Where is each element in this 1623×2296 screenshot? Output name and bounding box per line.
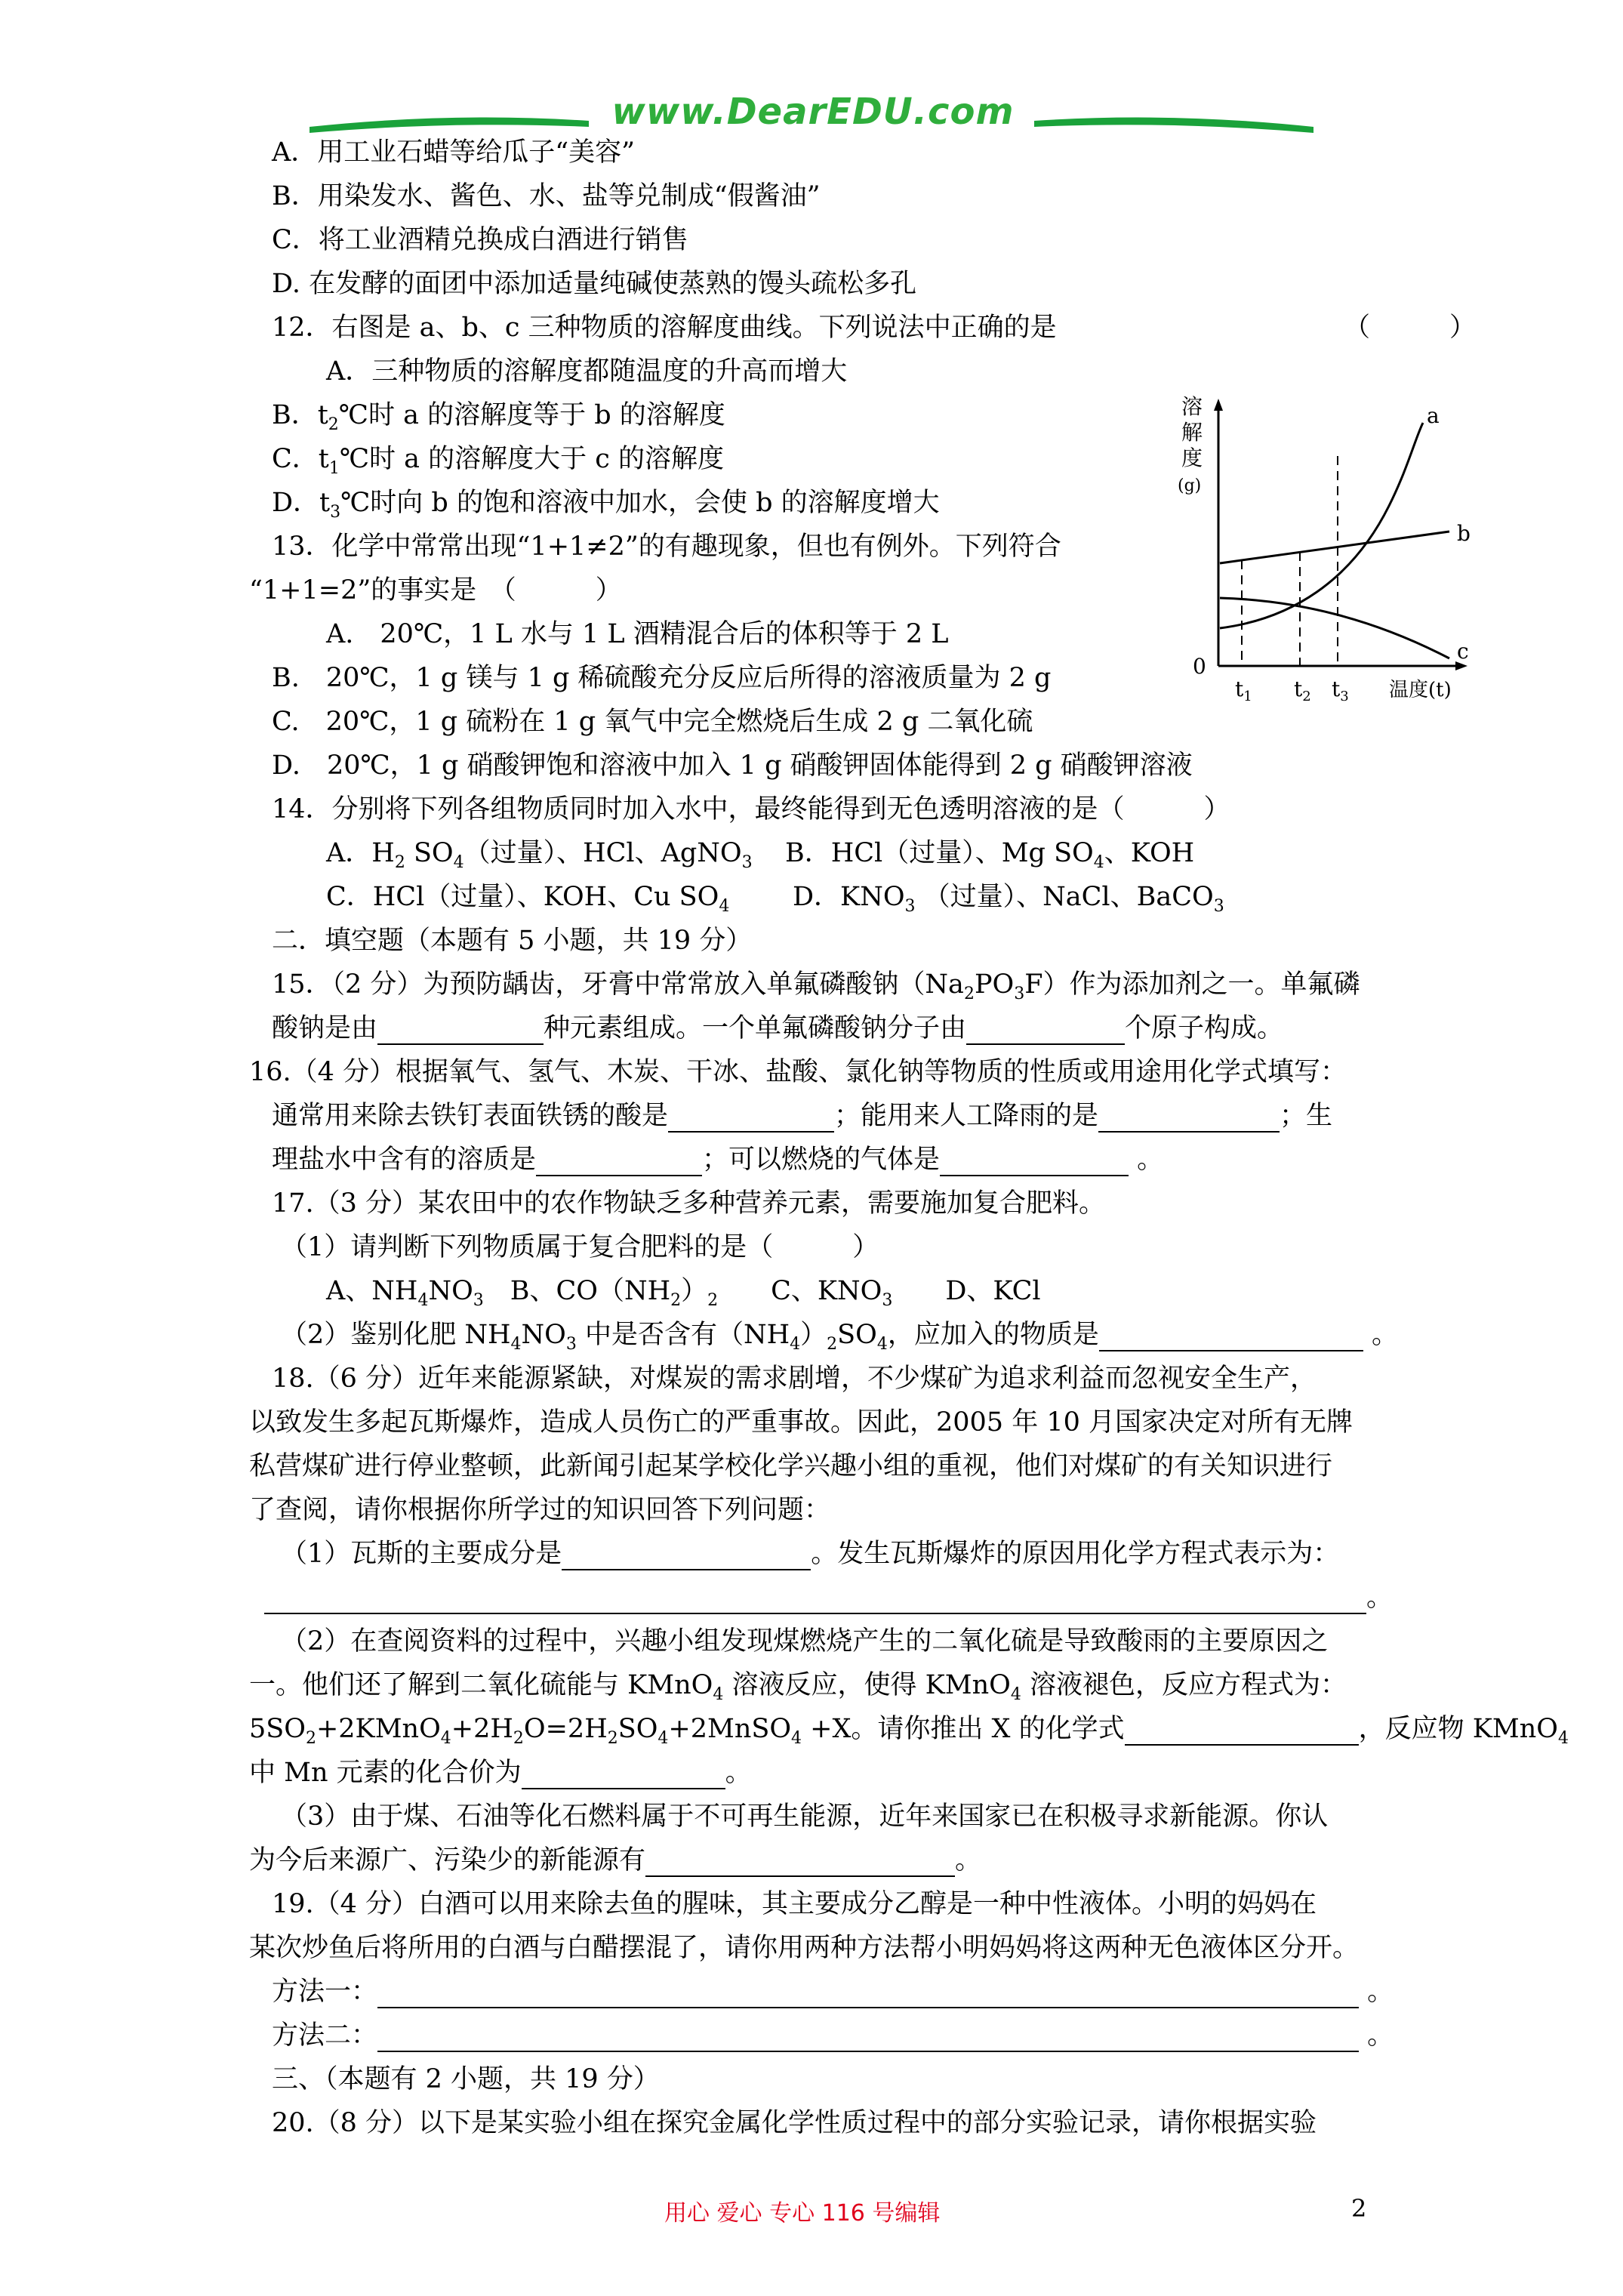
section-2-heading: 二．填空题（本题有 5 小题，共 19 分） [272, 926, 753, 956]
q12-option-d: D．$t_3℃$时向 b 的饱和溶液中加水，会使 b 的溶解度增大 [272, 488, 940, 522]
q15-stem: 15．（2 分）为预防龋齿，牙膏中常常放入单氟磷酸钠$(Na_2PO_3F)$作为添加剂之一。单氟磷 [272, 969, 1360, 1003]
curve-b [1220, 532, 1449, 563]
q13-option-b: B. 20℃，1 g 镁与 1 g 稀硫酸充分反应后所得的溶液质量为 2 g [272, 663, 1052, 693]
origin-label: 0 [1193, 654, 1206, 679]
page-number: 2 [1351, 2194, 1367, 2223]
x-axis-label: 温度(t) [1389, 679, 1452, 701]
answer-blank[interactable] [966, 1016, 1125, 1045]
label-b: b [1457, 521, 1471, 546]
answer-blank[interactable] [377, 1980, 1359, 2008]
answer-blank[interactable] [940, 1148, 1129, 1176]
curve-a [1220, 423, 1423, 628]
q14-option-d: D．$KNO_3$ （过量）、NaCl、BaCO$_3$ [793, 882, 1224, 916]
q13-option-d: D. 20℃，1 g 硝酸钾饱和溶液中加入 1 g 硝酸钾固体能得到 2 g 硝酸钾溶液 [272, 750, 1193, 781]
answer-blank[interactable] [1098, 1104, 1280, 1133]
option-d: D. 在发酵的面团中添加适量纯碱使蒸熟的馒头疏松多孔 [272, 269, 917, 299]
q12-option-c: C．$t_1℃$时 a 的溶解度大于 c 的溶解度 [272, 444, 724, 478]
site-logo[interactable]: www.DearEDU.com [611, 91, 1015, 133]
answer-blank[interactable] [668, 1104, 834, 1133]
answer-blank[interactable] [377, 1016, 544, 1045]
answer-blank[interactable] [1125, 1717, 1359, 1746]
q17-part-1: （1）请判断下列物质属于复合肥料的是（ ） [281, 1232, 879, 1262]
q18-part-1: （1）瓦斯的主要成分是 。发生瓦斯爆炸的原因用化学方程式表示为： [281, 1539, 1340, 1569]
q18-stem-3: 私营煤矿进行停业整顿，此新闻引起某学校化学兴趣小组的重视，他们对煤矿的有关知识进行 [249, 1451, 1333, 1481]
q16-blanks-1: 通常用来除去铁钉表面铁锈的酸是 ；能用来人工降雨的是 ；生 [272, 1101, 1333, 1131]
q16-blanks-2: 理盐水中含有的溶质是 ；可以燃烧的气体是 。 [272, 1145, 1164, 1175]
q18-stem-2: 以致发生多起瓦斯爆炸，造成人员伤亡的严重事故。因此，2005 年 10 月国家决定对所有无牌 [249, 1407, 1353, 1438]
tick-t1: $t_1$ [1235, 676, 1252, 704]
answer-blank[interactable] [536, 1148, 702, 1176]
q18-part-1-equation: 。 [264, 1581, 1393, 1614]
y-axis-arrow [1214, 399, 1223, 411]
q14-stem: 14．分别将下列各组物质同时加入水中，最终能得到无色透明溶液的是（ ） [272, 794, 1230, 824]
q13-option-a: A. 20℃，1 L 水与 1 L 酒精混合后的体积等于 2 L [326, 619, 949, 649]
answer-blank[interactable] [522, 1761, 725, 1789]
answer-blank[interactable] [264, 1586, 1366, 1614]
section-3-heading: 三、（本题有 2 小题，共 19 分） [272, 2064, 660, 2094]
q19-stem-2: 某次炒鱼后将所用的白酒与白醋摆混了，请你用两种方法帮小明妈妈将这两种无色液体区分开。 [249, 1933, 1360, 1963]
q12-option-b: B．$t_2℃$时 a 的溶解度等于 b 的溶解度 [272, 400, 725, 434]
solubility-curve-figure [1163, 393, 1480, 710]
q17-part-2: （2）鉴别化肥 $NH_4NO_3$ 中是否含有$(NH_4)_2SO_4$，应加入的物质是 。 [281, 1320, 1399, 1354]
q18-part-2: （2）在查阅资料的过程中，兴趣小组发现煤燃烧产生的二氧化硫是导致酸雨的主要原因之 [281, 1626, 1329, 1657]
q16-stem: 16.（4 分）根据氧气、氢气、木炭、干冰、盐酸、氯化钠等物质的性质或用途用化学式填写： [249, 1057, 1347, 1087]
answer-blank[interactable] [1099, 1323, 1363, 1351]
q12-answer-paren: （ ） [1344, 313, 1477, 343]
q19-stem: 19.（4 分）白酒可以用来除去鱼的腥味，其主要成分乙醇是一种中性液体。小明的妈妈在 [272, 1889, 1317, 1919]
q18-part-2-equation: $5SO_2+2KMnO_4+2H_2O=2H_2SO_4+2MnSO_4 +X$。请你推出 X 的化学式 ，反应物 KMnO$_4$ [249, 1714, 1569, 1748]
q17-stem: 17.（3 分）某农田中的农作物缺乏多种营养元素，需要施加复合肥料。 [272, 1188, 1106, 1219]
q14-option-c: C．HCl（过量）、KOH、Cu $SO_4$ [326, 882, 730, 916]
q18-part-2-valence: 中 Mn 元素的化合价为 。 [249, 1758, 752, 1788]
q15-blanks: 酸钠是由 种元素组成。一个单氟磷酸钠分子由 个原子构成。 [272, 1013, 1284, 1043]
q12-stem: 12．右图是 a、b、c 三种物质的溶解度曲线。下列说法中正确的是 [272, 313, 1057, 343]
q18-part-2-line-2: 一。他们还了解到二氧化硫能与 KMnO$_4$ 溶液反应，使得 KMnO$_4$ 溶液褪色，反应方程式为： [249, 1670, 1347, 1704]
label-c: c [1457, 639, 1469, 664]
q19-method-2: 方法二： 。 [272, 2020, 1394, 2051]
answer-blank[interactable] [645, 1848, 955, 1877]
q13-stem: 13．化学中常常出现“1+1≠2”的有趣现象，但也有例外。下列符合 [272, 532, 1061, 562]
q17-options: A、$NH_4NO_3$ B、$CO(NH_2)_2$ C、$KNO_3$ D、KCl [326, 1276, 1041, 1310]
q12-option-a: A．三种物质的溶解度都随温度的升高而增大 [326, 356, 848, 387]
curve-c [1220, 598, 1449, 658]
answer-blank[interactable] [377, 2023, 1359, 2052]
answer-blank[interactable] [562, 1542, 811, 1570]
q14-option-b: B．HCl（过量）、Mg $SO_4$、KOH [785, 838, 1195, 872]
q14-option-a: A．$H_2$ $SO_4$（过量）、HCl、AgNO$_3$ [326, 838, 753, 872]
q18-stem-4: 了查阅，请你根据你所学过的知识回答下列问题： [249, 1495, 831, 1525]
q13-option-c: C. 20℃，1 g 硫粉在 1 g 氧气中完全燃烧后生成 2 g 二氧化硫 [272, 707, 1033, 737]
option-a: A．用工业石蜡等给瓜子“美容” [272, 137, 636, 168]
q18-part-3: （3）由于煤、石油等化石燃料属于不可再生能源，近年来国家已在积极寻求新能源。你认 [281, 1801, 1329, 1832]
option-b: B．用染发水、酱色、水、盐等兑制成“假酱油” [272, 181, 821, 211]
label-a: a [1427, 403, 1440, 428]
q19-method-1: 方法一： 。 [272, 1977, 1394, 2007]
y-axis-label-2: 解 [1181, 420, 1203, 445]
y-axis-label-1: 溶 [1181, 394, 1203, 419]
q13-stem-2: “1+1=2”的事实是 （ ） [249, 575, 622, 606]
y-axis-unit: (g) [1178, 476, 1202, 495]
tick-t3: $t_3$ [1332, 676, 1349, 704]
footer-text: 用心 爱心 专心 116 号编辑 [664, 2200, 941, 2227]
y-axis-label-3: 度 [1181, 445, 1203, 470]
option-c: C．将工业酒精兑换成白酒进行销售 [272, 225, 688, 255]
q18-part-3-line-2: 为今后来源广、污染少的新能源有 。 [249, 1845, 982, 1875]
q18-stem: 18.（6 分）近年来能源紧缺，对煤炭的需求剧增，不少煤矿为追求利益而忽视安全生产， [272, 1364, 1317, 1394]
tick-t2: $t_2$ [1294, 676, 1311, 704]
q20-stem: 20.（8 分）以下是某实验小组在探究金属化学性质过程中的部分实验记录，请你根据实验 [272, 2108, 1317, 2138]
